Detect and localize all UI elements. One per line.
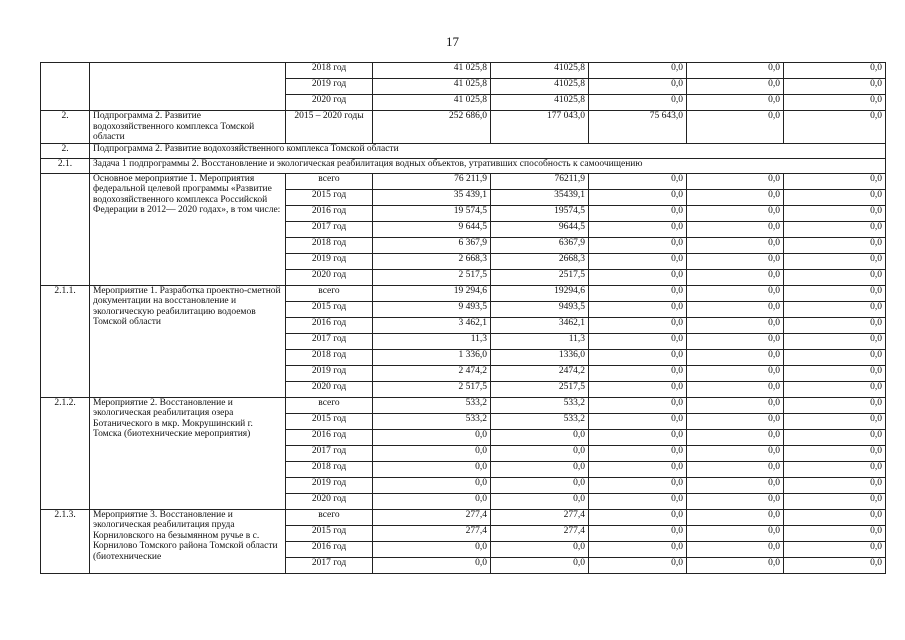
value-cell: 0,0 <box>784 111 886 144</box>
value-cell: 0,0 <box>589 205 687 221</box>
value-cell: 0,0 <box>687 301 784 317</box>
year-cell: 2016 год <box>286 429 373 445</box>
value-cell: 0,0 <box>589 477 687 493</box>
value-cell: 0,0 <box>687 269 784 285</box>
value-cell: 533,2 <box>491 397 589 413</box>
year-cell: 2019 год <box>286 365 373 381</box>
year-cell: 2018 год <box>286 63 373 79</box>
value-cell: 0,0 <box>784 541 886 557</box>
value-cell: 0,0 <box>687 79 784 95</box>
value-cell: 0,0 <box>687 509 784 525</box>
value-cell: 0,0 <box>687 285 784 301</box>
value-cell: 0,0 <box>784 205 886 221</box>
year-cell: 2015 год <box>286 525 373 541</box>
year-cell: 2020 год <box>286 95 373 111</box>
value-cell: 3 462,1 <box>373 317 491 333</box>
value-cell: 0,0 <box>589 365 687 381</box>
value-cell: 41025,8 <box>491 63 589 79</box>
value-cell: 76 211,9 <box>373 173 491 189</box>
value-cell: 0,0 <box>491 541 589 557</box>
value-cell: 9 644,5 <box>373 221 491 237</box>
value-cell: 0,0 <box>589 541 687 557</box>
value-cell: 0,0 <box>784 477 886 493</box>
year-cell: 2020 год <box>286 269 373 285</box>
value-cell: 0,0 <box>784 493 886 509</box>
value-cell: 0,0 <box>784 557 886 573</box>
value-cell: 0,0 <box>687 189 784 205</box>
year-cell: 2016 год <box>286 317 373 333</box>
year-cell: всего <box>286 397 373 413</box>
value-cell: 41 025,8 <box>373 63 491 79</box>
value-cell: 9644,5 <box>491 221 589 237</box>
value-cell: 19 294,6 <box>373 285 491 301</box>
year-cell: всего <box>286 173 373 189</box>
value-cell: 19574,5 <box>491 205 589 221</box>
value-cell: 19294,6 <box>491 285 589 301</box>
value-cell: 0,0 <box>373 477 491 493</box>
year-cell: 2018 год <box>286 349 373 365</box>
value-cell: 0,0 <box>784 173 886 189</box>
value-cell: 0,0 <box>687 63 784 79</box>
value-cell: 0,0 <box>784 461 886 477</box>
value-cell: 0,0 <box>589 63 687 79</box>
value-cell: 0,0 <box>687 365 784 381</box>
year-cell: 2015 год <box>286 189 373 205</box>
year-cell: 2017 год <box>286 445 373 461</box>
value-cell: 0,0 <box>491 429 589 445</box>
value-cell: 0,0 <box>589 461 687 477</box>
value-cell: 0,0 <box>687 205 784 221</box>
value-cell: 0,0 <box>491 557 589 573</box>
value-cell: 0,0 <box>589 525 687 541</box>
value-cell: 0,0 <box>589 301 687 317</box>
value-cell: 0,0 <box>784 381 886 397</box>
value-cell: 0,0 <box>784 63 886 79</box>
value-cell: 41025,8 <box>491 95 589 111</box>
value-cell: 0,0 <box>687 461 784 477</box>
section-row <box>41 143 886 158</box>
table-row <box>41 173 886 189</box>
value-cell: 2517,5 <box>491 269 589 285</box>
value-cell: 0,0 <box>687 541 784 557</box>
value-cell: 0,0 <box>589 317 687 333</box>
value-cell: 6367,9 <box>491 237 589 253</box>
value-cell: 3462,1 <box>491 317 589 333</box>
row-number: 2. <box>41 111 90 144</box>
budget-table <box>40 62 886 574</box>
value-cell: 0,0 <box>784 333 886 349</box>
value-cell: 0,0 <box>784 317 886 333</box>
value-cell: 0,0 <box>589 79 687 95</box>
row-number <box>41 173 90 285</box>
year-cell: 2020 год <box>286 381 373 397</box>
value-cell: 0,0 <box>687 111 784 144</box>
value-cell: 277,4 <box>491 525 589 541</box>
value-cell: 19 574,5 <box>373 205 491 221</box>
year-cell: 2019 год <box>286 79 373 95</box>
value-cell: 533,2 <box>373 397 491 413</box>
value-cell: 0,0 <box>784 221 886 237</box>
value-cell: 0,0 <box>687 557 784 573</box>
value-cell: 0,0 <box>589 189 687 205</box>
row-name: Подпрограмма 2. Развитие водохозяйственного комплекса Томской области <box>90 111 286 144</box>
value-cell: 0,0 <box>589 173 687 189</box>
value-cell: 9 493,5 <box>373 301 491 317</box>
value-cell: 75 643,0 <box>589 111 687 144</box>
year-cell: 2018 год <box>286 237 373 253</box>
value-cell: 2668,3 <box>491 253 589 269</box>
value-cell: 252 686,0 <box>373 111 491 144</box>
value-cell: 0,0 <box>687 445 784 461</box>
year-cell: 2019 год <box>286 253 373 269</box>
value-cell: 0,0 <box>784 525 886 541</box>
table-row <box>41 397 886 413</box>
value-cell: 0,0 <box>784 253 886 269</box>
value-cell: 35439,1 <box>491 189 589 205</box>
value-cell: 2 474,2 <box>373 365 491 381</box>
page-number: 17 <box>446 34 459 49</box>
value-cell: 0,0 <box>687 397 784 413</box>
value-cell: 0,0 <box>784 95 886 111</box>
value-cell: 0,0 <box>589 269 687 285</box>
value-cell: 0,0 <box>784 285 886 301</box>
row-number: 2.1.2. <box>41 397 90 509</box>
value-cell: 2517,5 <box>491 381 589 397</box>
value-cell: 0,0 <box>373 557 491 573</box>
year-cell: 2020 год <box>286 493 373 509</box>
value-cell: 0,0 <box>784 413 886 429</box>
value-cell: 2 517,5 <box>373 269 491 285</box>
value-cell: 0,0 <box>589 429 687 445</box>
year-cell: 2017 год <box>286 557 373 573</box>
value-cell: 0,0 <box>589 493 687 509</box>
value-cell: 0,0 <box>784 397 886 413</box>
value-cell: 0,0 <box>589 413 687 429</box>
row-name: Мероприятие 1. Разработка проектно-сметной документации на восстановление и экологическую реабилитацию водоемов Томской области <box>90 285 286 397</box>
row-name <box>90 63 286 111</box>
value-cell: 277,4 <box>373 509 491 525</box>
row-name: Основное мероприятие 1. Мероприятия федеральной целевой программы «Развитие водохозяйственного комплекса Российской Федерации в 2012— 2020 годах», в том числе: <box>90 173 286 285</box>
value-cell: 0,0 <box>373 445 491 461</box>
value-cell: 35 439,1 <box>373 189 491 205</box>
value-cell: 2474,2 <box>491 365 589 381</box>
value-cell: 0,0 <box>687 493 784 509</box>
value-cell: 9493,5 <box>491 301 589 317</box>
value-cell: 0,0 <box>589 237 687 253</box>
value-cell: 0,0 <box>589 285 687 301</box>
section-title: Задача 1 подпрограммы 2. Восстановление и экологическая реабилитация водных объектов, утративших способность к самоочищению <box>90 158 886 173</box>
value-cell: 533,2 <box>491 413 589 429</box>
value-cell: 41 025,8 <box>373 79 491 95</box>
value-cell: 0,0 <box>589 557 687 573</box>
value-cell: 533,2 <box>373 413 491 429</box>
value-cell: 0,0 <box>784 429 886 445</box>
section-row <box>41 158 886 173</box>
value-cell: 0,0 <box>589 397 687 413</box>
value-cell: 11,3 <box>373 333 491 349</box>
value-cell: 0,0 <box>687 525 784 541</box>
row-number: 2.1.1. <box>41 285 90 397</box>
value-cell: 0,0 <box>687 429 784 445</box>
value-cell: 0,0 <box>687 221 784 237</box>
row-number: 2.1.3. <box>41 509 90 573</box>
value-cell: 0,0 <box>589 509 687 525</box>
value-cell: 0,0 <box>491 445 589 461</box>
table-row <box>41 63 886 79</box>
value-cell: 0,0 <box>373 493 491 509</box>
value-cell: 0,0 <box>687 381 784 397</box>
value-cell: 0,0 <box>784 509 886 525</box>
value-cell: 6 367,9 <box>373 237 491 253</box>
value-cell: 0,0 <box>373 429 491 445</box>
value-cell: 0,0 <box>687 317 784 333</box>
value-cell: 1336,0 <box>491 349 589 365</box>
table-row <box>41 285 886 301</box>
year-cell: 2017 год <box>286 333 373 349</box>
value-cell: 0,0 <box>589 349 687 365</box>
year-cell: 2019 год <box>286 477 373 493</box>
value-cell: 0,0 <box>784 189 886 205</box>
value-cell: 277,4 <box>491 509 589 525</box>
value-cell: 0,0 <box>784 79 886 95</box>
value-cell: 0,0 <box>687 349 784 365</box>
row-number: 2.1. <box>41 158 90 173</box>
value-cell: 2 668,3 <box>373 253 491 269</box>
row-name: Мероприятие 3. Восстановление и экологическая реабилитация пруда Корниловского на безымянном ручье в с. Корнилово Томского района Томской области (биотехнические <box>90 509 286 573</box>
section-title: Подпрограмма 2. Развитие водохозяйственного комплекса Томской области <box>90 143 886 158</box>
row-number <box>41 63 90 111</box>
value-cell: 0,0 <box>491 477 589 493</box>
value-cell: 0,0 <box>491 461 589 477</box>
year-cell: 2015 год <box>286 301 373 317</box>
value-cell: 0,0 <box>687 333 784 349</box>
value-cell: 0,0 <box>589 445 687 461</box>
value-cell: 1 336,0 <box>373 349 491 365</box>
year-cell: 2017 год <box>286 221 373 237</box>
value-cell: 41025,8 <box>491 79 589 95</box>
subprogram-row <box>41 111 886 144</box>
row-name: Мероприятие 2. Восстановление и экологическая реабилитация озера Ботанического в мкр. Мокрушинский г. Томска (биотехнические мероприятия) <box>90 397 286 509</box>
value-cell: 0,0 <box>373 461 491 477</box>
year-cell: 2015 год <box>286 413 373 429</box>
value-cell: 0,0 <box>784 237 886 253</box>
value-cell: 0,0 <box>784 365 886 381</box>
value-cell: 76211,9 <box>491 173 589 189</box>
value-cell: 0,0 <box>784 349 886 365</box>
period-cell: 2015 – 2020 годы <box>286 111 373 144</box>
year-cell: 2018 год <box>286 461 373 477</box>
value-cell: 2 517,5 <box>373 381 491 397</box>
value-cell: 0,0 <box>589 381 687 397</box>
value-cell: 41 025,8 <box>373 95 491 111</box>
value-cell: 0,0 <box>687 95 784 111</box>
value-cell: 0,0 <box>784 301 886 317</box>
value-cell: 0,0 <box>491 493 589 509</box>
value-cell: 0,0 <box>373 541 491 557</box>
year-cell: всего <box>286 285 373 301</box>
year-cell: 2016 год <box>286 541 373 557</box>
value-cell: 0,0 <box>784 445 886 461</box>
value-cell: 0,0 <box>589 95 687 111</box>
table-row <box>41 509 886 525</box>
row-number: 2. <box>41 143 90 158</box>
value-cell: 177 043,0 <box>491 111 589 144</box>
value-cell: 277,4 <box>373 525 491 541</box>
year-cell: всего <box>286 509 373 525</box>
value-cell: 11,3 <box>491 333 589 349</box>
value-cell: 0,0 <box>687 477 784 493</box>
value-cell: 0,0 <box>784 269 886 285</box>
value-cell: 0,0 <box>687 173 784 189</box>
year-cell: 2016 год <box>286 205 373 221</box>
value-cell: 0,0 <box>589 253 687 269</box>
value-cell: 0,0 <box>687 253 784 269</box>
value-cell: 0,0 <box>589 333 687 349</box>
value-cell: 0,0 <box>589 221 687 237</box>
value-cell: 0,0 <box>687 413 784 429</box>
value-cell: 0,0 <box>687 237 784 253</box>
